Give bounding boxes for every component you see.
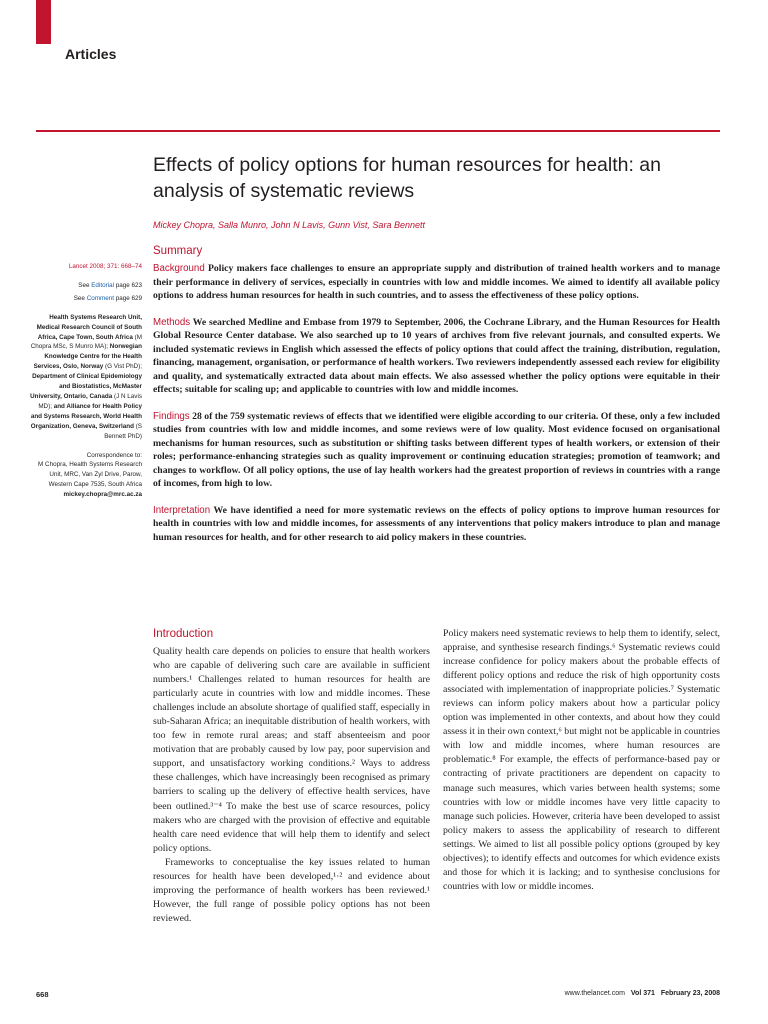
findings-label: Findings bbox=[153, 410, 190, 422]
affiliation-4: and Alliance for Health Policy and Systems Research, World Health Organization, Geneva, Switzerland bbox=[30, 402, 142, 430]
see-editorial: See Editorial page 623 bbox=[78, 281, 142, 289]
background-label: Background bbox=[153, 263, 205, 274]
affiliation-2: Norwegian Knowledge Centre for the Health Services, Oslo, Norway bbox=[33, 343, 142, 371]
body-column-left bbox=[153, 627, 430, 926]
summary-methods: Methods We searched Medline and Embase from 1979 to September, 2006, the Cochrane Library, and the Human Resources for Health Global Resource Center database. We also searched up to 10 years of archives from five relevant journals, and consulted experts. We included systematic reviews in English which assessed the effects of policy options that could affect the training, distribution, regulation, financing, management, organisation, or performance of health workers. Two reviewers independently assessed each review for eligibility and quality, and systematically extracted data about main effects. We also assessed whether the policy options were equitable in their effects; suitable for scaling up; and applicable to countries with low and middle incomes. bbox=[153, 316, 720, 395]
correspondence-email[interactable]: mickey.chopra@mrc.ac.za bbox=[63, 491, 142, 499]
intro-paragraph-2: Frameworks to conceptualise the key issues related to human resources for health have been developed,¹·² and evidence about improving the performance of health workers has been reviewed.¹ However, the full range of possible policy options has not been reviewed. bbox=[153, 856, 430, 924]
affiliation-1: Health Systems Research Unit, Medical Research Council of South Africa, Cape Town, South Africa bbox=[36, 313, 142, 341]
interpretation-label: Interpretation bbox=[153, 504, 211, 516]
article-title: Effects of policy options for human resources for health: an analysis of systematic reviews bbox=[153, 154, 661, 202]
journal-volume: Vol 371 bbox=[630, 990, 655, 997]
summary-interpretation: Interpretation We have identified a need for more systematic reviews on the effects of policy options to improve human resources for health in countries with low and middle incomes, for assessments of any interventions that policy makers introduce to plan and manage human resources for health, and for other research to aid policy makers in these countries. bbox=[153, 504, 720, 543]
citation bbox=[30, 262, 142, 272]
author-list: Mickey Chopra, Salla Munro, John N Lavis, Gunn Vist, Sara Bennett bbox=[153, 220, 425, 230]
header-rule bbox=[36, 130, 720, 132]
summary-heading: Summary bbox=[153, 245, 203, 257]
summary-findings: Findings 28 of the 759 systematic reviews of effects that we identified were eligible according to our criteria. Of these, only a few included studies from countries with low and middle incomes, and some reviews were of low quality. Most evidence focused on organisational mechanisms for human resources, such as substitution or shifting tasks between different types of health workers, or extension of their roles; performance-enhancing strategies such as quality improvement or continuing education strategies; promotion of teamwork; and changes to workflow. Of all policy options, the use of lay health workers had the greatest proportion of reviews in countries with a range of incomes, from high to low. bbox=[153, 410, 720, 489]
sidebar bbox=[30, 262, 142, 509]
intro-paragraph-3: Policy makers need systematic reviews to help them to identify, select, appraise, and synthesise research findings.⁶ Systematic reviews could increase confidence for policy makers about the probable effects of different policy options and reduce the risk of high opportunity costs associated with implementation of inappropriate policies.⁷ Systematic reviews can inform policy makers about how a particular policy option was implemented in other contexts, and about how they could assess it in their own context,⁶ but might not be applicable in countries with low and middle incomes, where human resources are problematic.⁸ For example, the effects of performance-based pay or contracting of private practitioners are dependent on capacity to manage such measures, which varies between health systems; some countries with low or middle incomes have very little capacity to manage such policies. However, criteria have been developed to assist policy makers to assess the applicability of research to different settings. We aimed to list all possible policy options (grouped by key objectives); to identify effects and outcomes for which evidence exists and those for which it is lacking; and to synthesise conclusions for countries with low or middle incomes. bbox=[443, 628, 720, 892]
issue-date: February 23, 2008 bbox=[660, 990, 720, 997]
see-comment: See Comment page 629 bbox=[73, 294, 142, 302]
affiliations: Health Systems Research Unit, Medical Research Council of South Africa, Cape Town, South Africa (M Chopra MSc, S Munro MA); Norwegian Knowledge Centre for the Health Services, Oslo, Norway (G Vist PhD); Department of Clinical Epidemiology and Biostatistics, McMaster University, Ontario, Canada (J N Lavis MD); and Alliance for Health Policy and Systems Research, World Health Organization, Geneva, Switzerland (S Bennett PhD) bbox=[30, 313, 142, 440]
section-color-tab bbox=[36, 0, 51, 44]
introduction-heading: Introduction bbox=[153, 628, 214, 640]
editorial-link[interactable]: Editorial bbox=[91, 281, 114, 289]
correspondence-address: M Chopra, Health Systems Research Unit, MRC, Van Zyl Drive, Parow, Western Cape 7535, South Africa bbox=[38, 461, 142, 489]
summary-body bbox=[153, 262, 720, 557]
page-number: 668 bbox=[36, 990, 49, 999]
intro-paragraph-1: Quality health care depends on policies to ensure that health workers who are capable of delivering such care are available in sufficient numbers.¹ Challenges related to human resources for health are particularly acute in countries with low and middle incomes. These challenges include an absolute shortage of qualified staff, especially in sub-Saharan Africa; an inequitable distribution of health workers, with too few in remote rural areas; and staff absenteeism and poor motivation that are probably caused by low pay, poor supervision and support, and unsatisfactory working conditions.² Ways to address these challenges, which have increasingly been recognised as primary barriers to scaling up the delivery of effective health services, have been outlined.³⁻⁴ To make the best use of scarce resources, policy makers who are charged with the provision of effective and equitable health care need evidence that will help them to identify and select policy options. bbox=[153, 646, 430, 854]
section-label: Articles bbox=[65, 46, 117, 62]
citation-text: Lancet 2008; 371: 668–74 bbox=[68, 263, 142, 270]
journal-site[interactable]: www.thelancet.com bbox=[564, 990, 625, 997]
affiliation-3: Department of Clinical Epidemiology and Biostatistics, McMaster University, Ontario, Canada bbox=[30, 373, 142, 400]
correspondence-label: Correspondence to: bbox=[86, 451, 142, 459]
summary-background: Background Policy makers face challenges to ensure an appropriate supply and distribution of trained health workers and to manage their performance in delivery of services, especially in countries with low and middle incomes. We aimed to identify all available policy options to address human resources for health in such countries, and to assess the effectiveness of these policy options. bbox=[153, 263, 720, 301]
body-column-right bbox=[443, 627, 720, 894]
comment-link[interactable]: Comment bbox=[86, 294, 114, 302]
correspondence bbox=[30, 451, 142, 501]
footer-journal-info bbox=[470, 990, 720, 997]
methods-label: Methods bbox=[153, 316, 191, 328]
